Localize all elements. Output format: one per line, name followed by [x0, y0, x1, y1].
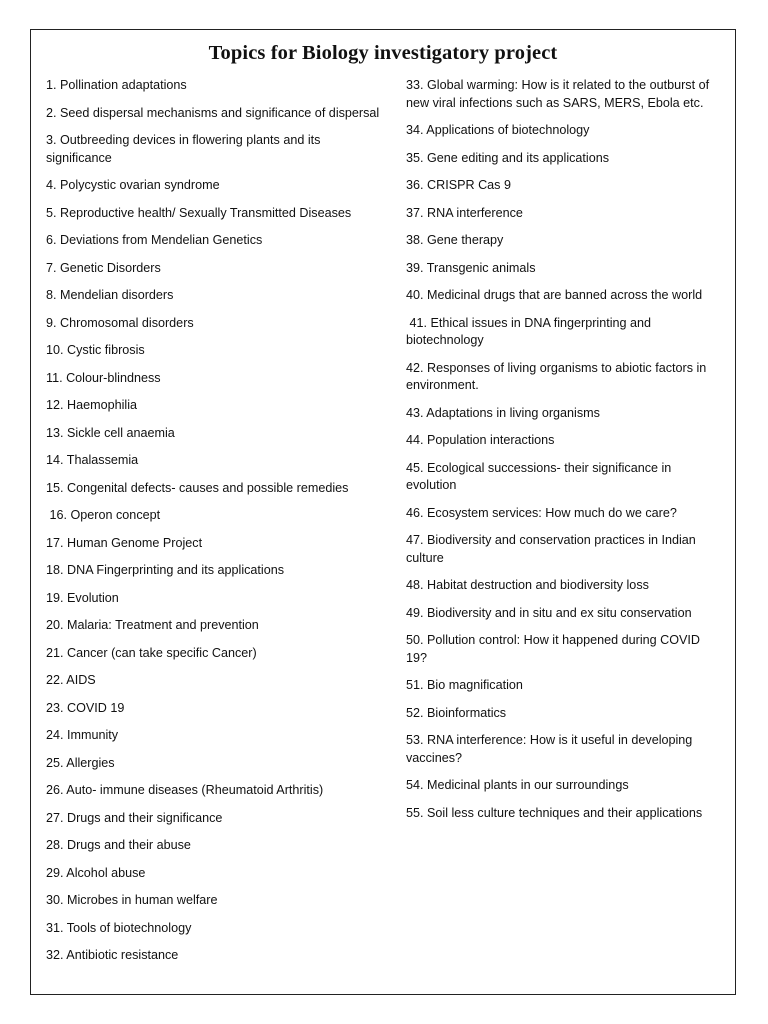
topic-item: 12. Haemophilia	[46, 398, 138, 412]
topic-item: 9. Chromosomal disorders	[46, 315, 194, 330]
page-title: Topics for Biology investigatory project	[208, 42, 558, 64]
topic-item: 14. Thalassemia	[46, 453, 139, 467]
topic-item: 30. Microbes in human welfare	[46, 893, 218, 907]
topic-item: 5. Reproductive health/ Sexually Transmitted Diseases	[46, 205, 352, 220]
topic-item: 6. Deviations from Mendelian Genetics	[46, 233, 263, 247]
topic-item: 22. AIDS	[46, 673, 96, 687]
topic-item: 47. Biodiversity and conservation practices in Indian culture	[406, 533, 700, 565]
topic-item: 8. Mendelian disorders	[46, 288, 174, 302]
topic-item: 10. Cystic fibrosis	[46, 343, 145, 357]
topic-item: 48. Habitat destruction and biodiversity loss	[406, 578, 649, 592]
topic-item: 49. Biodiversity and in situ and ex situ conservation	[406, 605, 692, 620]
topic-item: 51. Bio magnification	[406, 678, 523, 692]
topic-item: 19. Evolution	[46, 590, 119, 605]
topic-item: 44. Population interactions	[406, 433, 555, 447]
topic-item: 37. RNA interference	[406, 205, 523, 220]
topic-item: 11. Colour-blindness	[46, 370, 161, 385]
topic-item: 1. Pollination adaptations	[46, 78, 187, 92]
topic-list-right	[406, 77, 724, 832]
topic-item: 31. Tools of biotechnology	[46, 920, 192, 935]
topic-item: 45. Ecological successions- their significance in evolution	[406, 460, 675, 492]
topic-item: 34. Applications of biotechnology	[406, 123, 590, 137]
topic-item: 32. Antibiotic resistance	[46, 948, 179, 962]
topic-item: 25. Allergies	[46, 755, 115, 770]
topic-item: 54. Medicinal plants in our surroundings	[406, 778, 629, 792]
topic-item: 15. Congenital defects- causes and possible remedies	[46, 480, 349, 495]
topic-list-left	[46, 77, 381, 975]
topic-item: 4. Polycystic ovarian syndrome	[46, 178, 220, 192]
topic-item: 18. DNA Fingerprinting and its applications	[46, 563, 285, 577]
topic-item: 41. Ethical issues in DNA fingerprinting and biotechnology	[406, 315, 655, 347]
topic-item: 16. Operon concept	[46, 508, 161, 522]
topic-item: 42. Responses of living organisms to abiotic factors in environment.	[406, 360, 710, 392]
topic-item: 23. COVID 19	[46, 700, 125, 715]
topic-item: 36. CRISPR Cas 9	[406, 178, 511, 192]
topic-item: 38. Gene therapy	[406, 233, 504, 247]
topic-item: 40. Medicinal drugs that are banned across the world	[406, 288, 703, 302]
topic-item: 35. Gene editing and its applications	[406, 150, 610, 165]
topic-item: 46. Ecosystem services: How much do we care?	[406, 505, 677, 520]
topic-item: 3. Outbreeding devices in flowering plants and its significance	[46, 133, 324, 165]
topic-item: 29. Alcohol abuse	[46, 865, 146, 880]
document-page	[30, 29, 736, 995]
topic-item: 7. Genetic Disorders	[46, 260, 161, 275]
topic-item: 43. Adaptations in living organisms	[406, 405, 600, 420]
topic-item: 28. Drugs and their abuse	[46, 838, 191, 852]
topic-item: 21. Cancer (can take specific Cancer)	[46, 645, 257, 660]
topic-item: 24. Immunity	[46, 728, 119, 742]
topic-item: 26. Auto- immune diseases (Rheumatoid Arthritis)	[46, 783, 324, 797]
topic-item: 55. Soil less culture techniques and their applications	[406, 805, 703, 820]
topic-item: 50. Pollution control: How it happened during COVID 19?	[406, 633, 704, 665]
topic-item: 2. Seed dispersal mechanisms and significance of dispersal	[46, 105, 380, 120]
topic-item: 20. Malaria: Treatment and prevention	[46, 618, 259, 632]
topic-item: 52. Bioinformatics	[406, 705, 507, 720]
topic-item: 27. Drugs and their significance	[46, 810, 223, 825]
topic-item: 13. Sickle cell anaemia	[46, 425, 175, 440]
topic-item: 39. Transgenic animals	[406, 260, 536, 275]
topic-item: 17. Human Genome Project	[46, 535, 203, 550]
topic-item: 53. RNA interference: How is it useful in developing vaccines?	[406, 733, 696, 765]
topic-item: 33. Global warming: How is it related to the outburst of new viral infections such as SARS, MERS, Ebola etc.	[406, 78, 713, 110]
